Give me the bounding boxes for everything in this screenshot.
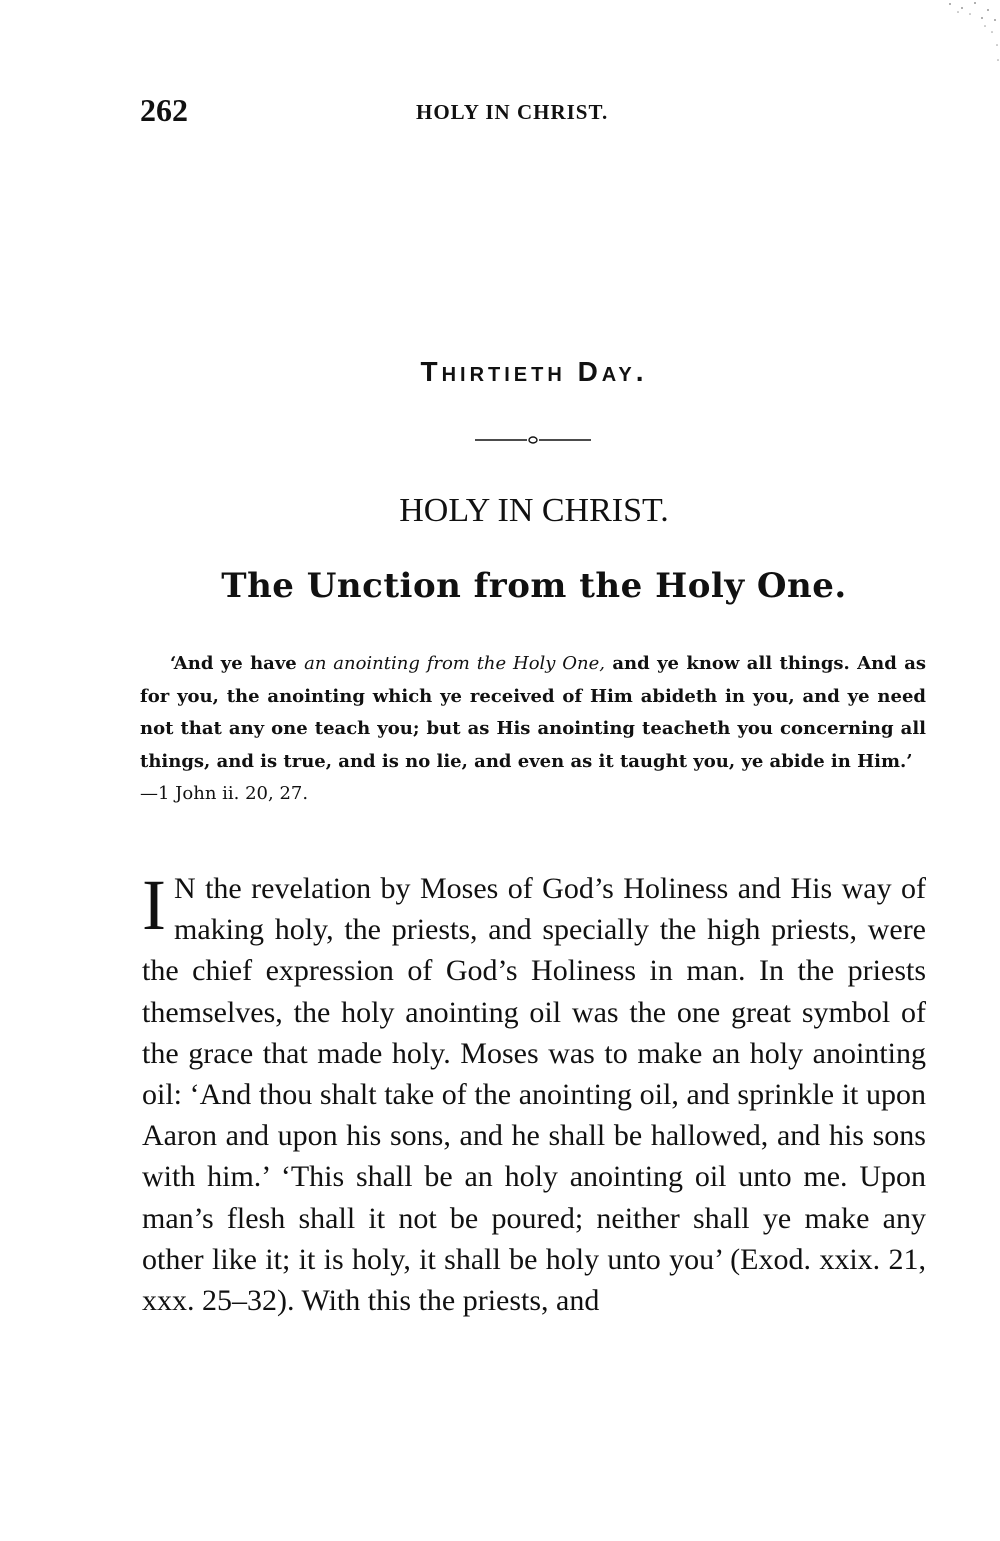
epigraph-text: and ye know all things. And as for you, the anointing which ye received of Him abideth in you, and ye need not that any one teach you; but as His anointing teacheth you concerning all things, and is true, and is no lie, and even as it taught you, ye abide in Him.’ xyxy=(140,653,926,772)
page-number: 262 xyxy=(140,92,188,128)
ornament-rule xyxy=(475,436,591,444)
epigraph-citation: —1 John ii. 20, 27. xyxy=(140,783,309,804)
chapter-title: HOLY IN CHRIST. xyxy=(399,492,669,529)
drop-cap: I xyxy=(142,865,166,945)
day-heading: Thirtieth Day. xyxy=(420,356,648,387)
body-text: N the revelation by Moses of God’s Holiness and His way of making holy, the priests, and specially the high priests, were the chief expression of God’s Holiness in man. In the priests themselves, the holy anointing oil was the one great symbol of the grace that made holy. Moses was to make an holy anointing oil: ‘And thou shalt take of the anointing oil, and sprinkle it upon Aaron and upon his sons, and he shall be hallowed, and his sons with him.’ ‘This shall be an holy anointing oil unto me. Upon man’s flesh shall it not be poured; neither shall ye make any other like it; it is holy, it shall be holy unto you’ (Exod. xxix. 21, xxx. 25–32). With this the priests, and xyxy=(142,872,926,1318)
epigraph-italic-phrase: an anointing from the Holy One, xyxy=(304,653,606,674)
body-paragraph xyxy=(142,865,926,1321)
epigraph xyxy=(140,648,926,811)
epigraph-open: ‘And ye have xyxy=(170,653,305,674)
running-title: HOLY IN CHRIST. xyxy=(416,100,609,124)
running-head xyxy=(140,92,926,132)
chapter-subtitle: The Unction from the Holy One. xyxy=(221,566,847,606)
page-edge-speckle xyxy=(940,0,1000,70)
